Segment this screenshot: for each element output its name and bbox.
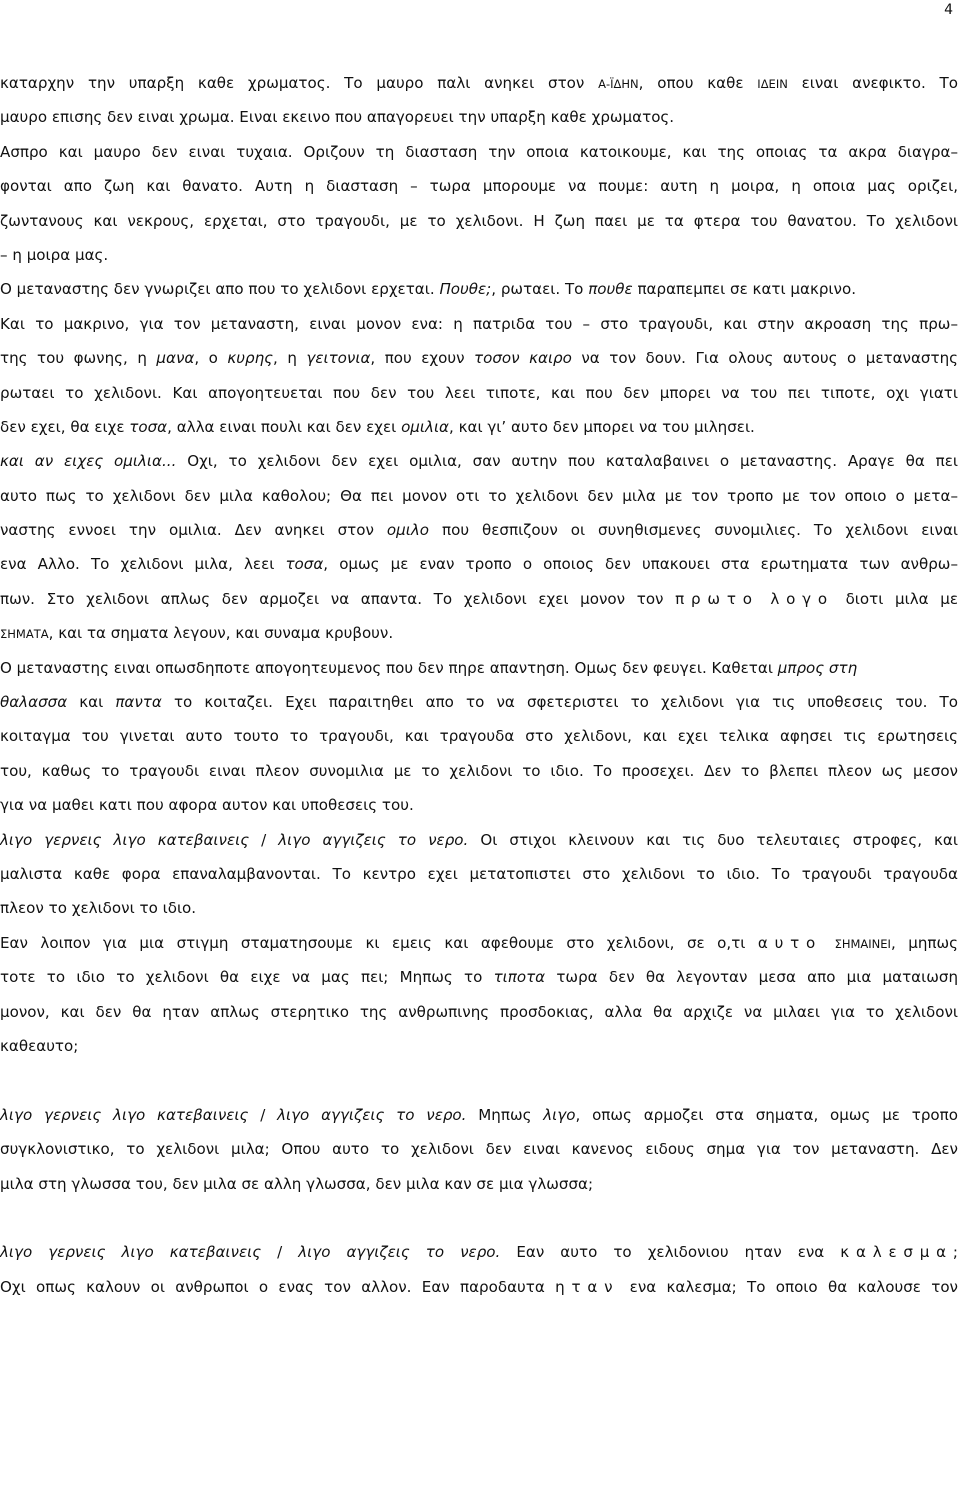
text-segment: Μηπως xyxy=(466,1105,544,1124)
text-segment: συγκλονιστικο, το χελιδονι μιλα; Οπου αυτο το χελιδονι δεν ειναι κανενος ειδους σημα για τον μεταναστη. Δεν xyxy=(0,1140,958,1159)
text-segment: που θεσπιζουν οι συνηθισμενες συνομιλιες. Το χελιδονι ειναι xyxy=(429,521,958,540)
text-segment: δεν εχει, θα ειχε xyxy=(0,417,130,436)
blank-line xyxy=(0,1063,958,1097)
text-segment xyxy=(759,590,771,608)
page-number: 4 xyxy=(944,2,953,18)
italic-text: τοσον καιρο xyxy=(474,349,572,368)
text-segment: / xyxy=(249,830,279,849)
text-segment: , ο xyxy=(194,349,228,368)
text-segment: ; xyxy=(952,1243,958,1262)
italic-text: λιγο γερνεις λιγο κατεβαινεις xyxy=(0,1243,262,1262)
text-segment: , η xyxy=(273,349,307,368)
text-segment: Εαν λοιπον για μια στιγμη σταματησουμε κι εμεις και αφεθουμε στο χελιδονι, σε ο,τι xyxy=(0,933,758,952)
body-text xyxy=(0,66,958,1304)
text-line xyxy=(0,891,958,925)
text-line xyxy=(0,547,958,581)
text-segment: για να μαθει κατι που αφορα αυτον και υποθεσεις του. xyxy=(0,796,414,815)
text-line xyxy=(0,960,958,994)
text-segment: κοιταγμα του γινεται αυτο τουτο το τραγουδι, και τραγουδα στο χελιδονι, και εχει τελικα αφησει τις ερωτησεις xyxy=(0,727,958,746)
text-segment: / xyxy=(261,1243,299,1262)
text-segment: πλεον το χελιδονι το ιδιο. xyxy=(0,899,197,918)
italic-text: μανα xyxy=(156,349,195,368)
text-segment: μαυρο επισης δεν ειναι χρωμα. Ειναι εκεινο που απαγορευει την υπαρξη καθε χρωματος. xyxy=(0,108,675,127)
italic-text: τιποτα xyxy=(493,968,546,987)
text-segment: Ο μεταναστης δεν γνωριζει απο που το χελιδονι ερχεται. xyxy=(0,280,440,299)
italic-text: λιγο γερνεις λιγο κατεβαινεις xyxy=(0,830,250,849)
text-segment: , μηπως xyxy=(890,933,958,952)
text-segment: τοτε το ιδιο το χελιδονι θα ειχε να μας πει; Μηπως το xyxy=(0,968,494,987)
small-caps-text: ΙΔΕΙΝ xyxy=(757,77,788,91)
italic-text: τοσα xyxy=(129,417,168,436)
text-line xyxy=(0,513,958,547)
spaced-text: πρωτο xyxy=(675,589,759,608)
text-line xyxy=(0,135,958,169)
text-line xyxy=(0,272,958,306)
small-caps-text: ΣΗΜΑΤΑ xyxy=(0,627,49,642)
spaced-text: καλεσμα xyxy=(840,1243,953,1262)
italic-text: πουθε xyxy=(588,280,633,299)
text-segment: / xyxy=(248,1105,278,1124)
text-line xyxy=(0,582,958,616)
italic-text: λιγο γερνεις λιγο κατεβαινεις xyxy=(0,1105,249,1124)
italic-text: λιγο αγγιζεις το νερο. xyxy=(278,830,469,849)
italic-text: λιγο αγγιζεις το νερο. xyxy=(277,1105,467,1124)
text-line xyxy=(0,616,958,650)
italic-text: λιγο xyxy=(543,1105,576,1124)
text-line xyxy=(0,307,958,341)
text-line xyxy=(0,1029,958,1063)
text-line xyxy=(0,204,958,238)
text-line xyxy=(0,479,958,513)
italic-text: κυρης xyxy=(227,349,274,368)
text-segment: Οχι οπως καλουν οι ανθρωποι ο ενας τον αλλον. Εαν παροδαυτα xyxy=(0,1277,556,1296)
text-segment: τωρα δεν θα λεγονταν μεσα απο μια ματαιωση xyxy=(545,968,959,987)
italic-text: λιγο αγγιζεις το νερο. xyxy=(298,1243,501,1262)
text-segment: Και το μακρινο, για τον μεταναστη, ειναι μονον ενα: η πατριδα του – στο τραγουδι, και στην ακροαση της πρω– xyxy=(0,314,958,333)
text-segment: να τον δουν. Για ολους αυτους ο μεταναστης xyxy=(571,349,958,368)
text-segment: και xyxy=(67,693,116,712)
text-line xyxy=(0,238,958,272)
text-segment: , αλλα ειναι πουλι και δεν εχει xyxy=(167,417,402,436)
text-line xyxy=(0,823,958,857)
text-segment: μιλα στη γλωσσα του, δεν μιλα σε αλλη γλωσσα, δεν μιλα καν σε μια γλωσσα; xyxy=(0,1174,594,1193)
italic-text: θαλασσα xyxy=(0,693,68,712)
text-line xyxy=(0,754,958,788)
text-line xyxy=(0,1270,958,1304)
text-segment: ενα Αλλο. Το χελιδονι μιλα, λεει xyxy=(0,555,286,574)
text-segment: Εαν αυτο το χελιδονιου ηταν ενα xyxy=(500,1243,841,1262)
text-segment: , ρωταει. Το xyxy=(491,280,589,299)
text-line xyxy=(0,788,958,822)
text-segment: , και γι’ αυτο δεν μπορει να του μιλησει. xyxy=(449,417,755,436)
text-segment: μονον, και δεν θα ηταν απλως στερητικο της ανθρωπινης προσδοκιας, αλλα θα αρχιζε να μιλαει για το χελιδονι xyxy=(0,1002,958,1021)
text-line xyxy=(0,926,958,960)
text-segment: Οχι, το χελιδονι δεν εχει ομιλια, σαν αυτην που καταλαβαινει ο μεταναστης. Αραγε θα πει xyxy=(176,452,958,471)
small-caps-text: Α-ΪΔΗΝ xyxy=(598,77,639,91)
italic-text: παντα xyxy=(115,693,162,712)
text-segment: αυτο πως το χελιδονι δεν μιλα καθολου; Θα πει μονον οτι το χελιδονι δεν μιλα με τον τροπο με τον οποιο ο μετα– xyxy=(0,486,958,505)
text-segment: καθεαυτο; xyxy=(0,1036,79,1055)
text-line xyxy=(0,100,958,134)
text-line xyxy=(0,857,958,891)
text-segment: ενα καλεσμα; Το οποιο θα καλουσε τον xyxy=(619,1277,958,1296)
text-segment: παραπεμπει σε κατι μακρινο. xyxy=(632,280,856,299)
text-line xyxy=(0,1098,958,1132)
text-segment: – η μοιρα μας. xyxy=(0,245,109,264)
text-segment: Ασπρο και μαυρο δεν ειναι τυχαια. Οριζουν τη διασταση την οποια κατοικουμε, και της οποιας τα ακρα διαγρα– xyxy=(0,142,958,161)
text-segment: μαλιστα καθε φορα επαναλαμβανονται. Το κεντρο εχει μετατοπιστει στο χελιδονι το ιδιο. Το τραγουδι τραγουδα xyxy=(0,864,958,883)
text-segment: διοτι μιλα με xyxy=(833,589,958,608)
text-segment: το κοιταζει. Εχει παραιτηθει απο το να σφετεριστει το χελιδονι για τις υποθεσεις του. Το xyxy=(161,693,958,712)
spaced-text: ηταν xyxy=(555,1277,620,1296)
text-line xyxy=(0,651,958,685)
text-line xyxy=(0,410,958,444)
italic-text: τοσα xyxy=(285,555,324,574)
text-line xyxy=(0,1235,958,1269)
text-segment: ζωντανους και νεκρους, ερχεται, στο τραγουδι, με το χελιδονι. Η ζωη παει με τα φτερα του θανατου. Το χελιδονι xyxy=(0,211,958,230)
text-segment: ειναι ανεφικτο. Το xyxy=(787,74,958,92)
text-segment: , οπου καθε xyxy=(638,74,758,92)
italic-text: ομιλια xyxy=(401,417,449,436)
text-line xyxy=(0,444,958,478)
italic-text: μπρος στη xyxy=(777,658,858,677)
text-segment: , και τα σηματα λεγουν, και συναμα κρυβουν. xyxy=(48,624,394,643)
italic-text: Πουθε; xyxy=(439,280,492,299)
small-caps-text: ΣΗΜΑΙΝΕΙ xyxy=(834,936,891,951)
spaced-text: αυτο xyxy=(757,933,823,952)
text-segment: Οι στιχοι κλεινουν και τις δυο τελευταιες στροφες, και xyxy=(468,830,958,849)
text-line xyxy=(0,995,958,1029)
text-segment: ναστης εννοει την ομιλια. Δεν ανηκει στον xyxy=(0,521,387,540)
text-line xyxy=(0,169,958,203)
text-segment: του, καθως το τραγουδι ειναι πλεον συνομιλια με το χελιδονι το ιδιο. Το προσεχει. Δεν το βλεπει πλεον ως μεσον xyxy=(0,761,958,780)
text-segment: φονται απο ζωη και θανατο. Αυτη η διασταση – τωρα μπορουμε να πουμε: αυτη η μοιρα, η οποια μας οριζει, xyxy=(0,177,958,196)
text-segment: πων. Στο χελιδονι απλως δεν αρμοζει να απαντα. Το χελιδονι εχει μονον τον xyxy=(0,589,676,608)
text-segment: , οπως αρμοζει στα σηματα, ομως με τροπο xyxy=(575,1105,958,1124)
italic-text: και αν ειχες ομιλια... xyxy=(0,452,177,471)
text-segment: , που εχουν xyxy=(370,349,475,368)
text-line xyxy=(0,1132,958,1166)
text-segment: Ο μεταναστης ειναι οπωσδηποτε απογοητευμενος που δεν πηρε απαντηση. Ομως δεν φευγει. Καθεται xyxy=(0,658,778,677)
spaced-text: λογο xyxy=(770,589,834,608)
blank-line xyxy=(0,1201,958,1235)
text-line xyxy=(0,719,958,753)
italic-text: γειτονια xyxy=(306,349,371,368)
text-line xyxy=(0,376,958,410)
text-segment: ρωταει το χελιδονι. Και απογοητευεται που δεν του λεει τιποτε, και που δεν μπορει να του πει τιποτε, οχι γιατι xyxy=(0,383,958,402)
text-line xyxy=(0,685,958,719)
text-line xyxy=(0,341,958,375)
text-segment: καταρχην την υπαρξη καθε χρωματος. Το μαυρο παλι ανηκει στον xyxy=(0,74,599,92)
text-line xyxy=(0,66,958,100)
text-line xyxy=(0,1167,958,1201)
italic-text: ομιλο xyxy=(386,521,430,540)
text-segment xyxy=(822,934,835,952)
text-segment: , ομως με εναν τροπο ο οποιος δεν υπακουει στα ερωτηματα των ανθρω– xyxy=(323,555,958,574)
text-segment: της του φωνης, η xyxy=(0,349,157,368)
